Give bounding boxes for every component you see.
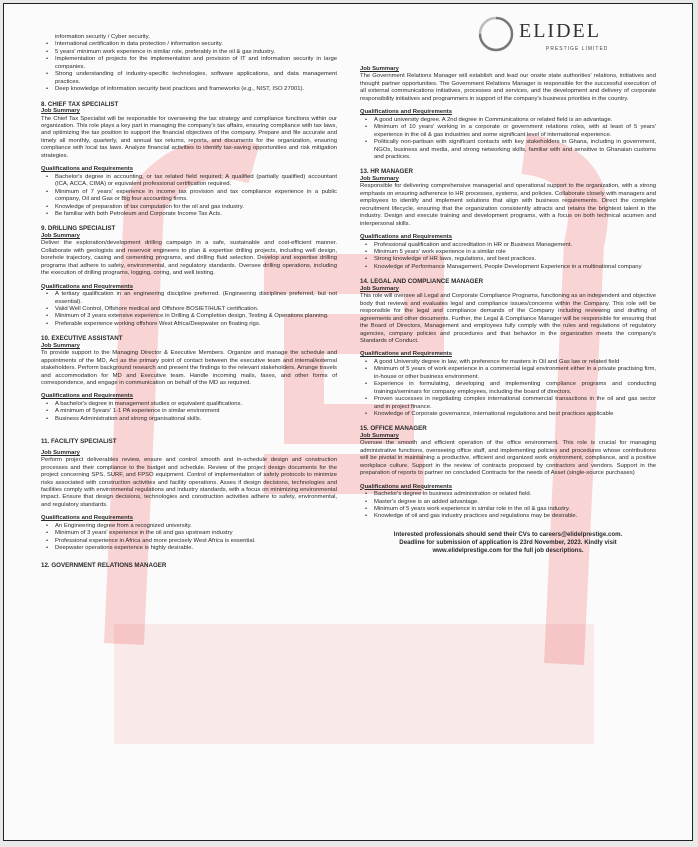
list-item: • Deepwater operations experience is highly desirable. — [55, 545, 337, 552]
list-item: • Minimum of 3 years' experience in the oil and gas upstream industry — [55, 530, 337, 537]
qualifications-label: Qualifications and Requirements — [360, 351, 452, 358]
company-logo — [474, 10, 649, 58]
list-item: • Knowledge of Performance Management, People Development Experience in a multinational company — [374, 264, 656, 271]
section-title: 11. FACILITY SPECIALIST — [41, 438, 117, 446]
qualifications-label: Qualifications and Requirements — [360, 483, 452, 490]
qualifications-list — [41, 523, 337, 553]
list-item: • Experience in formulating, developing and implementing compliance programs and conducting trainings/seminars for company employees, including the board of directors. — [374, 381, 656, 396]
section-title: 13. HR MANAGER — [360, 168, 413, 176]
job-summary-label: Job Summary — [360, 66, 399, 72]
job-summary-label: Job Summary — [41, 449, 80, 456]
list-item: • Minimum of 7 years' experience in income tax provision and tax compliance experience in a public company, Oil and Gas or Big four accounting firms. — [55, 189, 337, 204]
list-item: • Professional experience in Africa and more precisely West Africa is essential. — [55, 538, 337, 545]
list-item: • Bachelor's degree in business administration or related field. — [374, 491, 656, 498]
list-item: • Strong understanding of industry-specific technologies, software applications, and data management practices. — [55, 71, 337, 86]
list-item: • Knowledge of Corporate governance, international regulations and best practices applicable — [374, 411, 656, 418]
list-item: information security / Cyber security. — [55, 34, 150, 40]
list-item: • Knowledge of oil and gas industry practices and regulations may be desirable. — [374, 513, 656, 520]
elidel-swirl-icon — [476, 14, 516, 54]
application-footer — [360, 531, 656, 555]
requirements-list — [41, 41, 337, 93]
list-item: • Valid Well Control, Offshore medical and Offshore BOSIET/HUET certification. — [55, 306, 337, 313]
list-item: • Bachelor's degree in accounting, or tax related field required; A qualified (partially qualified) accountant (ICA, ACCA, CIMA) or equivalent professional certification required. — [55, 174, 337, 189]
job-summary-text: The Government Relations Manager will establish and lead our onsite state authorities' relations, initiatives and thought partner opportunities. The Government Relations Manager is responsible for the successful execution of all external communications initiatives, processes and services, and the development and delivery of corporate responsibility initiatives and programmers in support of the company's business priorities in the country. — [360, 73, 656, 102]
list-item: • Minimum 5 years' work experience in a similar role — [374, 249, 656, 256]
job-summary-text: Oversee the smooth and efficient operation of the office environment. This role is crucial for managing administrative functions, overseeing office staff, and implementing policies and procedures whose contributions will be pivotal in maintaining a productive, efficient and organized work environment, compliance, and a positive workplace culture. Support in the review of contracts proposed by contractors and vendors. Support in the preparation of reports to partner on concluded Contracts for the needs of Asset (single-source purchases) — [360, 440, 656, 477]
list-item: • Be familiar with both Petroleum and Corporate Income Tax Acts. — [55, 211, 337, 218]
job-summary-label: Job Summary — [41, 342, 80, 349]
job-summary-text: Deliver the exploration/development drilling campaign in a safe, sustainable and cost-efficient manner. Collaborate with geologists and reservoir engineers to plan & expertise drilling projects, including well design, borehole trajectory, casing and cementing programs, and drilling fluid selection. Develop and expertise drilling programs that adhere to safety, environmental, and regulatory standards. Oversee drilling operations, including the execution of drilling programs, logging, coring, and well testing. — [41, 240, 337, 277]
section-title: 12. GOVERNMENT RELATIONS MANAGER — [41, 561, 167, 569]
job-summary-label: Job Summary — [41, 232, 80, 239]
qualifications-list — [41, 174, 337, 219]
section-title: 8. CHIEF TAX SPECIALIST — [41, 100, 119, 108]
list-item: • A good University degree in law, with preference for masters in Oil and Gas law or related field — [374, 359, 656, 366]
qualifications-list — [41, 401, 337, 423]
qualifications-label: Qualifications and Requirements — [41, 283, 133, 290]
list-item: • Minimum of 5 years work experience in similar role in the oil & gas industry. — [374, 506, 656, 513]
list-item: • Strong knowledge of HR laws, regulations, and best practices. — [374, 256, 656, 263]
section-title: 14. LEGAL AND COMPLIANCE MANAGER — [360, 278, 484, 286]
footer-line: www.elidelprestige.com for the full job descriptions. — [432, 546, 584, 554]
list-item: • 5 years' minimum work experience in similar role, preferably in the oil & gas industry. — [55, 49, 337, 56]
job-summary-text: Responsible for delivering comprehensive managerial and operational support to the organization, with a strong emphasis on ensuring adherence to HR processes, systems, and policies. Collaborate closely with managers and employees to identify and implement solutions that align with business requirements. Direct the complete recruitment lifecycle, ensuring that the organization consistently attracts and retains the brightest talent in the industry. Design and execute training and development programs, with a focus on both technical acumen and interpersonal skills. — [360, 183, 656, 227]
job-summary-label: Job Summary — [41, 108, 80, 115]
list-item: • International certification in data protection / information security. — [55, 41, 337, 48]
section-title: 15. OFFICE MANAGER — [360, 425, 427, 433]
qualifications-list — [360, 117, 656, 162]
section-title: 9. DRILLING SPECIALIST — [41, 225, 116, 233]
list-item: • A bachelor's degree in management studies or equivalent qualifications. — [55, 401, 337, 408]
job-summary-label: Job Summary — [360, 285, 399, 292]
list-item: • Preferable experience working offshore West Africa/Deepwater on floating rigs. — [55, 321, 337, 328]
job-listing-page — [3, 3, 693, 841]
job-summary-label: Job Summary — [360, 432, 399, 439]
section-title: 10. EXECUTIVE ASSISTANT — [41, 335, 123, 343]
list-item: • A minimum of 5years' 1-1 PA experience in similar environment — [55, 408, 337, 415]
qualifications-list — [360, 242, 656, 272]
list-item: • Professional qualification and accreditation in HR or Business Management. — [374, 242, 656, 249]
left-column — [41, 34, 337, 569]
job-summary-text: To provide support to the Managing Director & Executive Members. Organize and manage the schedule and appointments of the MD, Act as the primary point of contact between the executive team and internal/external stakeholders. Perform background research and present the findings to the relevant stakeholders. Arrange travels and accommodation for MD and Executive team. Handle incoming mails, faxes, and other forms of correspondence, and engage in communication on behalf of the MD as required. — [41, 350, 338, 387]
footer-line: Deadline for submission of application is 23rd November, 2023. Kindly visit — [399, 538, 617, 546]
list-item: • A good university degree. A 2nd degree in Communications or related field is an advantage. — [374, 117, 656, 124]
list-item: • Minimum of 10 years' working in a corporate or government relations roles, with at least of 5 years' experience in the oil & gas industries and some significant level of international experience. — [374, 124, 656, 139]
list-item: • Master's degree is an added advantage. — [374, 499, 656, 506]
job-summary-label: Job Summary — [360, 175, 399, 182]
list-item: • Minimum of 3 years extensive experience in Drilling & Completion design, Testing & Operations planning. — [55, 313, 337, 320]
job-summary-text: The Chief Tax Specialist will be responsible for overseeing the tax strategy and compliance functions within our organization. This role plays a key part in managing the company's tax affairs, ensuring compliance with tax laws, and optimizing the tax position to support the financial objectives of the company. Prepare and file accurate and timely all monthly, quarterly, and annual tax returns, reports, and documents for the organization, ensuring compliance with local tax laws. Analyze financial activities to identify tax-saving opportunities and risk mitigation strategies. — [41, 115, 337, 159]
list-item: • A tertiary qualification in an engineering discipline preferred. (Engineering disciplines preferred, but not essential). — [55, 291, 337, 306]
logo-tagline: PRESTIGE LIMITED — [546, 46, 609, 52]
list-item: • Business Administration and strong organisational skills. — [55, 416, 337, 423]
list-item: • Politically non-partisan with significant contacts with key stakeholders in Ghana, including in government, NGOs, business and media, and strong networking skills, familiar with and sensitive to Ghanaian customs and practices. — [374, 139, 656, 161]
list-item: • An Engineering degree from a recognized university. — [55, 523, 337, 530]
list-item: • Deep knowledge of information security best practices and frameworks (e.g., NIST, ISO 27001). — [55, 86, 337, 93]
qualifications-label: Qualifications and Requirements — [360, 234, 452, 241]
footer-line: Interested professionals should send their CVs to careers@elidelprestige.com. — [393, 530, 623, 538]
job-summary-text: This role will oversee all Legal and Corporate Compliance Programs, functioning as an independent and objective body that reviews and evaluates legal and compliance issues/concerns within the Company. This role will be responsible for the legal and compliance demands of the Company including reviewing and drafting of agreements and other documents. Further, the Legal & Compliance Manager will be responsible for ensuring that the Board of Directors, Management and employees fully comply with the rules and regulations of regulatory agencies, company policies and procedures and that behavior in the organization meets the company's Standards of Conduct. — [360, 293, 657, 344]
list-item: • Proven successes in negotiating complex international commercial transactions in the oil and gas sector and in project finance. — [374, 396, 656, 411]
qualifications-label: Qualifications and Requirements — [41, 166, 133, 173]
right-column — [360, 66, 656, 555]
qualifications-label: Qualifications and Requirements — [41, 393, 133, 400]
qualifications-list — [360, 359, 656, 419]
qualifications-list — [41, 291, 337, 328]
job-summary-text: Perform project deliverables review, ensure and control smooth and in-schedule design and construction processes and their compliance to the budget and schedule. Review of the project design documents for the project concerning SPS, SURF, and FPSO equipment. Control of implementation of safety protocols to minimize risks associated with construction activities and facility operations. Asses if design decisions, technologies and facilities comply with environmental regulations and industry standards, with a focus on minimizing environmental impact. Ensure that design decisions, technologies and construction activities adhere to safety, environmental, and regulatory standards. — [41, 457, 337, 508]
list-item: • Implementation of projects for the implementation and provision of IT and information security in large companies. — [55, 56, 337, 71]
list-item: • Minimum of 5 years of work experience in a commercial legal environment either in a private practising firm, in-house or other business environment. — [374, 366, 656, 381]
qualifications-label: Qualifications and Requirements — [41, 515, 133, 522]
qualifications-list — [360, 491, 656, 521]
list-item: • Knowledge of preparation of tax computation for the oil and gas industry. — [55, 204, 337, 211]
qualifications-label: Qualifications and Requirements — [360, 109, 452, 116]
logo-name: ELIDEL — [519, 20, 601, 42]
